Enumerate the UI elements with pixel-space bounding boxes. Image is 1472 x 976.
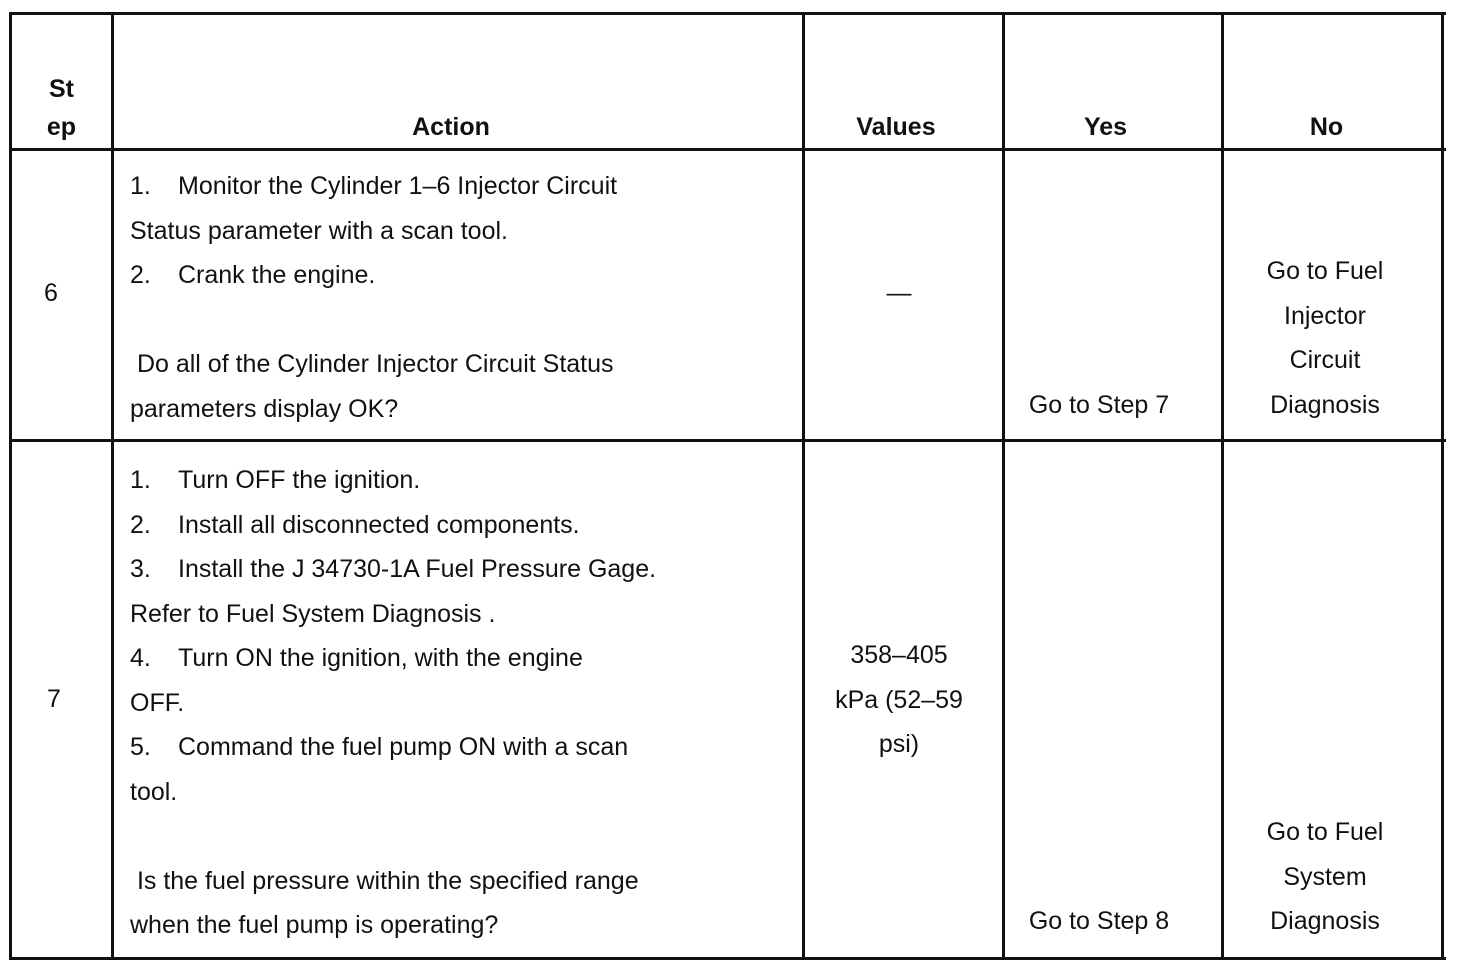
action-text: Command the fuel pump ON with a scan bbox=[178, 733, 629, 761]
col-values-border bbox=[1002, 12, 1005, 960]
no-line: Injector bbox=[1284, 301, 1366, 330]
step-number: 5. bbox=[130, 733, 151, 761]
header-no: No bbox=[1309, 113, 1344, 141]
step-number: 1. bbox=[130, 466, 151, 494]
no-line: Circuit bbox=[1289, 346, 1361, 374]
header-step-line1: St bbox=[49, 75, 74, 103]
step-number: 1. bbox=[130, 172, 151, 200]
action-question: Do all of the Cylinder Injector Circuit Status bbox=[130, 350, 614, 378]
action-line bbox=[130, 592, 656, 637]
action-line bbox=[130, 298, 617, 343]
row-7-no bbox=[1224, 810, 1426, 944]
table-right-border bbox=[1441, 12, 1444, 960]
action-question: when the fuel pump is operating? bbox=[130, 911, 499, 939]
row-6-action bbox=[130, 164, 617, 431]
col-step-border bbox=[111, 12, 114, 960]
values-line: 358–405 bbox=[850, 641, 948, 669]
action-line bbox=[130, 547, 656, 592]
no-line: Go to Fuel bbox=[1266, 818, 1384, 846]
action-line bbox=[130, 636, 656, 681]
action-line bbox=[130, 164, 617, 209]
step-number: 2. bbox=[130, 510, 151, 539]
action-text: Turn OFF the ignition. bbox=[178, 466, 421, 494]
row-7-action bbox=[130, 458, 656, 948]
step-number: 3. bbox=[130, 555, 151, 583]
no-line: Go to Fuel bbox=[1266, 257, 1384, 285]
row-7-yes: Go to Step 8 bbox=[1028, 907, 1170, 935]
action-line bbox=[130, 903, 656, 948]
values-line: kPa (52–59 bbox=[835, 685, 963, 714]
table-left-border bbox=[9, 12, 12, 960]
row-7-values bbox=[805, 633, 993, 767]
header-values: Values bbox=[856, 113, 936, 141]
action-text: Install the J 34730-1A Fuel Pressure Gage. bbox=[178, 555, 657, 583]
col-action-border bbox=[802, 12, 805, 960]
action-line bbox=[130, 681, 656, 726]
action-line bbox=[130, 458, 656, 503]
no-line: System bbox=[1283, 862, 1367, 891]
action-question: Is the fuel pressure within the specified range bbox=[130, 866, 639, 895]
action-line bbox=[130, 342, 617, 387]
no-line: Diagnosis bbox=[1270, 390, 1380, 419]
action-line bbox=[130, 725, 656, 770]
action-text: Install all disconnected components. bbox=[178, 510, 580, 539]
header-yes: Yes bbox=[1083, 113, 1128, 141]
action-text: OFF. bbox=[130, 688, 185, 717]
row-7-step: 7 bbox=[47, 685, 61, 713]
row-6-no bbox=[1224, 249, 1426, 427]
step-number: 4. bbox=[130, 644, 151, 672]
action-line bbox=[130, 770, 656, 815]
no-line: Diagnosis bbox=[1270, 907, 1380, 935]
action-text: Turn ON the ignition, with the engine bbox=[178, 644, 583, 672]
values-line: psi) bbox=[878, 730, 920, 758]
action-line bbox=[130, 209, 617, 254]
action-line bbox=[130, 503, 656, 548]
action-text: Status parameter with a scan tool. bbox=[130, 216, 508, 245]
action-line bbox=[130, 387, 617, 432]
header-step bbox=[12, 70, 111, 146]
header-step-line2: ep bbox=[46, 113, 77, 141]
row-6-bottom-border bbox=[9, 439, 1446, 442]
step-number: 2. bbox=[130, 261, 151, 289]
action-line bbox=[130, 253, 617, 298]
header-action: Action bbox=[412, 113, 490, 141]
header-bottom-border bbox=[9, 148, 1446, 151]
table-bottom-border bbox=[9, 957, 1446, 960]
row-6-yes: Go to Step 7 bbox=[1028, 391, 1170, 419]
action-text: Crank the engine. bbox=[178, 261, 376, 289]
action-text: Refer to Fuel System Diagnosis . bbox=[130, 599, 496, 628]
action-text: tool. bbox=[130, 777, 178, 806]
row-6-step: 6 bbox=[44, 279, 58, 307]
action-line bbox=[130, 814, 656, 859]
action-line bbox=[130, 859, 656, 904]
action-question: parameters display OK? bbox=[130, 394, 399, 423]
table-top-border bbox=[9, 12, 1446, 15]
action-text: Monitor the Cylinder 1–6 Injector Circuit bbox=[178, 172, 618, 200]
row-6-values: — bbox=[886, 279, 912, 307]
